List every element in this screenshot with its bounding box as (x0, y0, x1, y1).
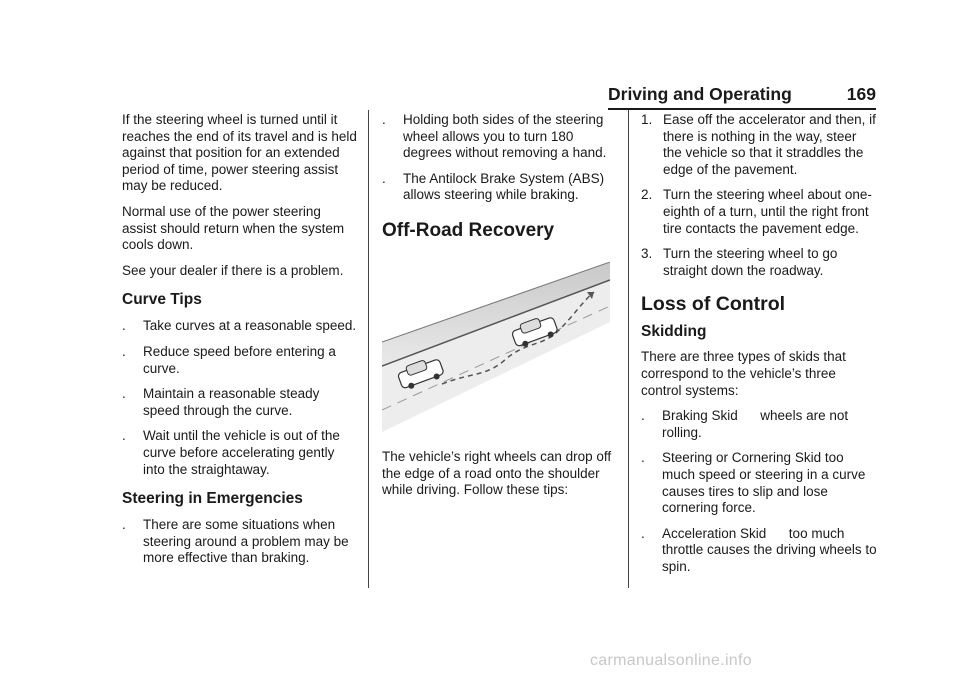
paragraph: There are three types of skids that correspond to the vehicle’s three control systems: (641, 349, 846, 398)
heading-off-road-recovery: Off-Road Recovery (382, 219, 555, 241)
header-rule (608, 108, 876, 110)
heading-skidding: Skidding (641, 323, 707, 341)
paragraph: See your dealer if there is a problem. (122, 262, 344, 278)
list-item: . Wait until the vehicle is out of the curve before accelerating gently into the straightaway. (122, 428, 340, 477)
heading-loss-of-control: Loss of Control (641, 293, 786, 316)
heading-curve-tips: Curve Tips (122, 291, 202, 309)
bullet-icon: . (122, 386, 126, 402)
bullet-icon: . (122, 517, 126, 533)
list-item: . There are some situations when steering around a problem may be more effective than braking. (122, 517, 349, 566)
bullet-icon: . (122, 428, 126, 444)
list-item: . Acceleration Skid too much throttle causes the driving wheels to spin. (641, 525, 881, 574)
list-item: . Steering or Cornering Skid too much speed or steering in a curve causes tires to slip and lose cornering force. (641, 450, 866, 516)
off-road-recovery-illustration (382, 262, 610, 432)
list-item: . The Antilock Brake System (ABS) allows steering while braking. (382, 170, 605, 203)
column-divider (368, 110, 369, 588)
figure-caption: The vehicle’s right wheels can drop off the edge of a road onto the shoulder while driving. Follow these tips: (382, 448, 612, 498)
bullet-icon: . (122, 343, 126, 359)
column-3 (641, 112, 881, 584)
list-item: 3. Turn the steering wheel to go straight down the roadway. (641, 246, 838, 278)
column-2 (382, 112, 616, 508)
bullet-icon: . (641, 525, 645, 541)
watermark: carmanualsonline.info (590, 652, 752, 669)
list-item: . Maintain a reasonable steady speed through the curve. (122, 386, 320, 418)
heading-steering-emergencies: Steering in Emergencies (122, 490, 303, 508)
bullet-icon: . (382, 170, 386, 186)
page-number: 169 (846, 84, 876, 104)
list-item: . Holding both sides of the steering wheel allows you to turn 180 degrees without removing a hand. (382, 112, 607, 161)
list-item: 2. Turn the steering wheel about one-eighth of a turn, until the right front tire contacts the pavement edge. (641, 187, 872, 236)
bullet-icon: . (122, 318, 126, 334)
bullet-icon: . (382, 112, 386, 127)
list-item: . Take curves at a reasonable speed. (122, 318, 357, 334)
list-item: . Reduce speed before entering a curve. (122, 343, 336, 376)
bullet-icon: . (641, 450, 645, 466)
paragraph: Normal use of the power steering assist should return when the system cools down. (122, 203, 345, 253)
column-1 (122, 112, 358, 576)
page-header (608, 84, 876, 108)
section-title: Driving and Operating (608, 84, 792, 104)
column-divider (628, 110, 629, 588)
paragraph: If the steering wheel is turned until it reaches the end of its travel and is held against that position for an extended period of time, power steering assist may be reduced. (122, 112, 357, 194)
list-item: 1. Ease off the accelerator and then, if there is nothing in the way, steer the vehicle so that it straddles the edge of the pavement. (641, 112, 876, 177)
bullet-icon: . (641, 408, 645, 424)
list-item: . Braking Skid wheels are not rolling. (641, 408, 852, 440)
